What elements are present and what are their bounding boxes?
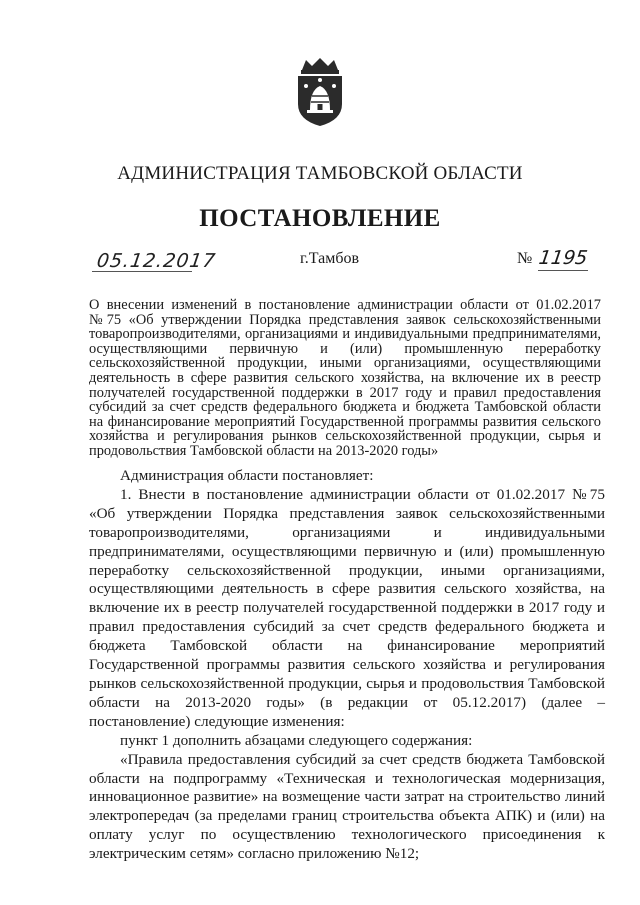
document-date: 05.12.2017 — [95, 250, 218, 272]
number-underline — [538, 270, 588, 271]
date-underline — [92, 271, 192, 272]
number-label: № — [517, 250, 533, 267]
paragraph-preamble: Администрация области постановляет: — [120, 467, 374, 484]
tambov-coat-of-arms-icon — [292, 56, 348, 128]
document-city: г.Тамбов — [300, 250, 360, 267]
paragraph-amendment-intro: пункт 1 дополнить абзацами следующего содержания: — [120, 731, 473, 749]
paragraph-amendment-text: «Правила предоставления субсидий за счет средств бюджета Тамбовской области на подпрограмму «Техническая и технологическая модернизация, инновационное развитие» на возмещение части затрат на строительство линий электропередач (за пределами границ строительства объекта АПК) и (или) на оплату услуг по осуществлению технологического присоединения к электрическим сетям» согласно приложению №12; — [89, 750, 605, 863]
document-number: 1195 — [537, 247, 589, 269]
document-body — [89, 467, 605, 864]
paragraph-item-1: 1. Внести в постановление администрации области от 01.02.2017 №75 «Об утверждении Порядка представления заявок сельскохозяйственными товаропроизводителями, организациями и индивидуальными предпринимателями, осуществляющими первичную и (или) промышленную переработку сельскохозяйственной продукции, иными организациями, осуществляющими деятельность в сфере развития сельского хозяйства, на включение их в реестр получателей государственной поддержки в 2017 году и правил предоставления субсидий за счет средств федерального бюджета и бюджета Тамбовской области на финансирование мероприятий Государственной программы развития сельского хозяйства и регулирования рынков сельскохозяйственной продукции, сырья и продовольствия Тамбовской области на 2013-2020 годы» (в редакции от 05.12.2017) (далее – постановление) следующие изменения: — [89, 485, 605, 730]
organization-name: АДМИНИСТРАЦИЯ ТАМБОВСКОЙ ОБЛАСТИ — [117, 163, 523, 184]
document-type: ПОСТАНОВЛЕНИЕ — [199, 205, 441, 232]
document-title: О внесении изменений в постановление администрации области от 01.02.2017 №75 «Об утверждении Порядка представления заявок сельскохозяйственными товаропроизводителями, организациями и индивидуальными предпринимателями, осуществляющими первичную и (или) промышленную переработку сельскохозяйственной продукции, иными организациями, осуществляющими деятельность в сфере развития сельского хозяйства, на включение их в реестр получателей государственной поддержки в 2017 году и правил предоставления субсидий за счет средств федерального бюджета и бюджета Тамбовской области на финансирование мероприятий Государственной программы развития сельского хозяйства и регулирования рынков сельскохозяйственной продукции, сырья и продовольствия Тамбовской области на 2013-2020 годы» — [89, 297, 601, 459]
